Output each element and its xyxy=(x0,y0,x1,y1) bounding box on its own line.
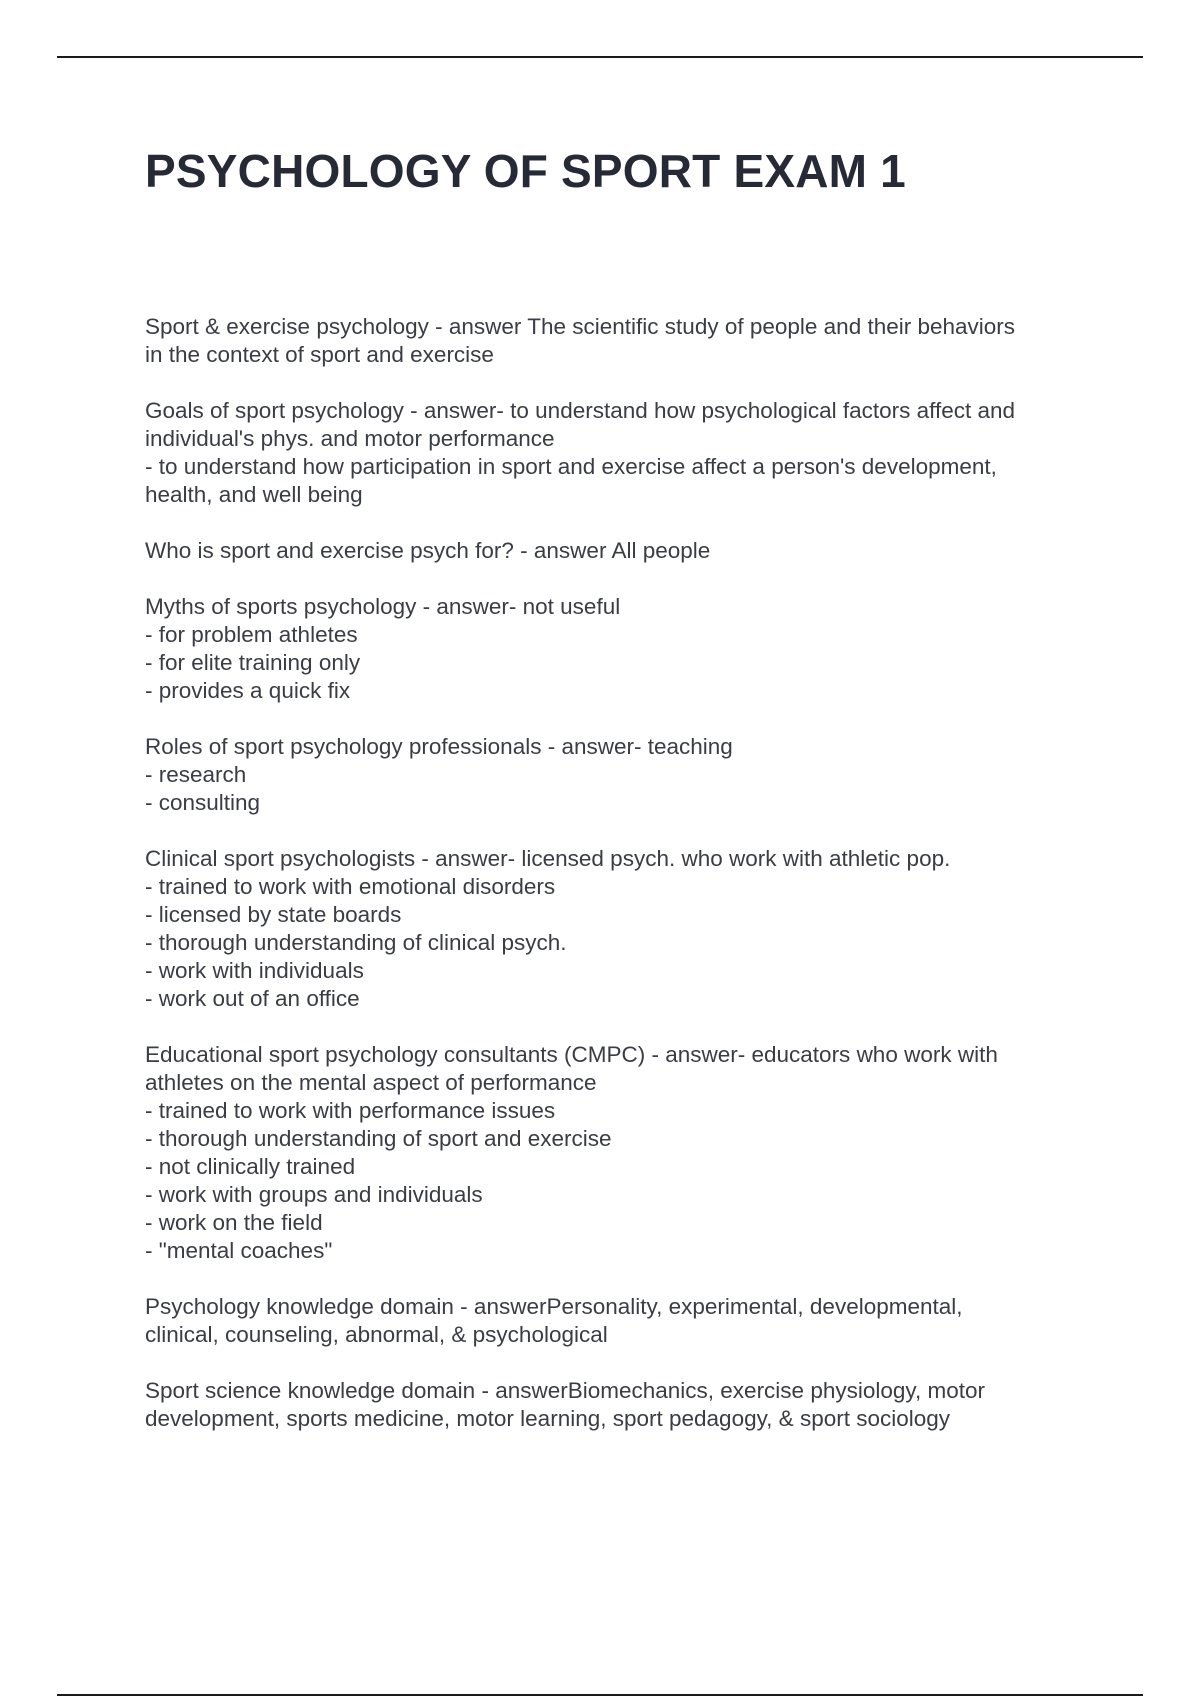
qa-line: Sport science knowledge domain - answerBiomechanics, exercise physiology, motor xyxy=(145,1378,985,1403)
qa-list xyxy=(145,313,1085,1461)
qa-entry xyxy=(145,593,1085,705)
qa-line: - thorough understanding of sport and exercise xyxy=(145,1126,612,1151)
qa-line: - consulting xyxy=(145,790,261,815)
qa-line: Psychology knowledge domain - answerPersonality, experimental, developmental, xyxy=(145,1294,963,1319)
qa-line: - trained to work with performance issues xyxy=(145,1098,556,1123)
qa-line: clinical, counseling, abnormal, & psychological xyxy=(145,1322,608,1347)
qa-line: - thorough understanding of clinical psych. xyxy=(145,930,567,955)
qa-line: Clinical sport psychologists - answer- licensed psych. who work with athletic pop. xyxy=(145,846,951,871)
qa-line: - "mental coaches" xyxy=(145,1238,333,1263)
qa-line: - to understand how participation in sport and exercise affect a person's development, xyxy=(145,454,997,479)
qa-entry xyxy=(145,313,1085,369)
qa-line: - not clinically trained xyxy=(145,1154,356,1179)
qa-entry xyxy=(145,537,1085,565)
qa-line: Who is sport and exercise psych for? - answer All people xyxy=(145,538,711,563)
qa-line: - trained to work with emotional disorders xyxy=(145,874,556,899)
qa-line: Myths of sports psychology - answer- not useful xyxy=(145,594,621,619)
page-title: PSYCHOLOGY OF SPORT EXAM 1 xyxy=(145,145,906,197)
qa-line: Roles of sport psychology professionals - answer- teaching xyxy=(145,734,733,759)
qa-line: - for problem athletes xyxy=(145,622,358,647)
top-rule xyxy=(57,56,1143,58)
qa-line: Educational sport psychology consultants (CMPC) - answer- educators who work with xyxy=(145,1042,998,1067)
qa-line: - work with individuals xyxy=(145,958,364,983)
qa-line: health, and well being xyxy=(145,482,363,507)
qa-line: - for elite training only xyxy=(145,650,361,675)
qa-line: - work on the field xyxy=(145,1210,323,1235)
bottom-rule xyxy=(57,1694,1143,1696)
qa-entry xyxy=(145,1293,1085,1349)
qa-line: athletes on the mental aspect of performance xyxy=(145,1070,597,1095)
qa-entry xyxy=(145,845,1085,1013)
qa-line: development, sports medicine, motor learning, sport pedagogy, & sport sociology xyxy=(145,1406,951,1431)
qa-line: - work with groups and individuals xyxy=(145,1182,483,1207)
qa-line: - research xyxy=(145,762,247,787)
qa-entry xyxy=(145,1377,1085,1433)
qa-line: Sport & exercise psychology - answer The scientific study of people and their behaviors xyxy=(145,314,1016,339)
qa-line: - work out of an office xyxy=(145,986,360,1011)
qa-entry xyxy=(145,397,1085,509)
qa-entry xyxy=(145,1041,1085,1265)
qa-line: individual's phys. and motor performance xyxy=(145,426,555,451)
qa-line: - provides a quick fix xyxy=(145,678,351,703)
qa-entry xyxy=(145,733,1085,817)
qa-line: Goals of sport psychology - answer- to understand how psychological factors affect and xyxy=(145,398,1016,423)
qa-line: in the context of sport and exercise xyxy=(145,342,494,367)
qa-line: - licensed by state boards xyxy=(145,902,402,927)
